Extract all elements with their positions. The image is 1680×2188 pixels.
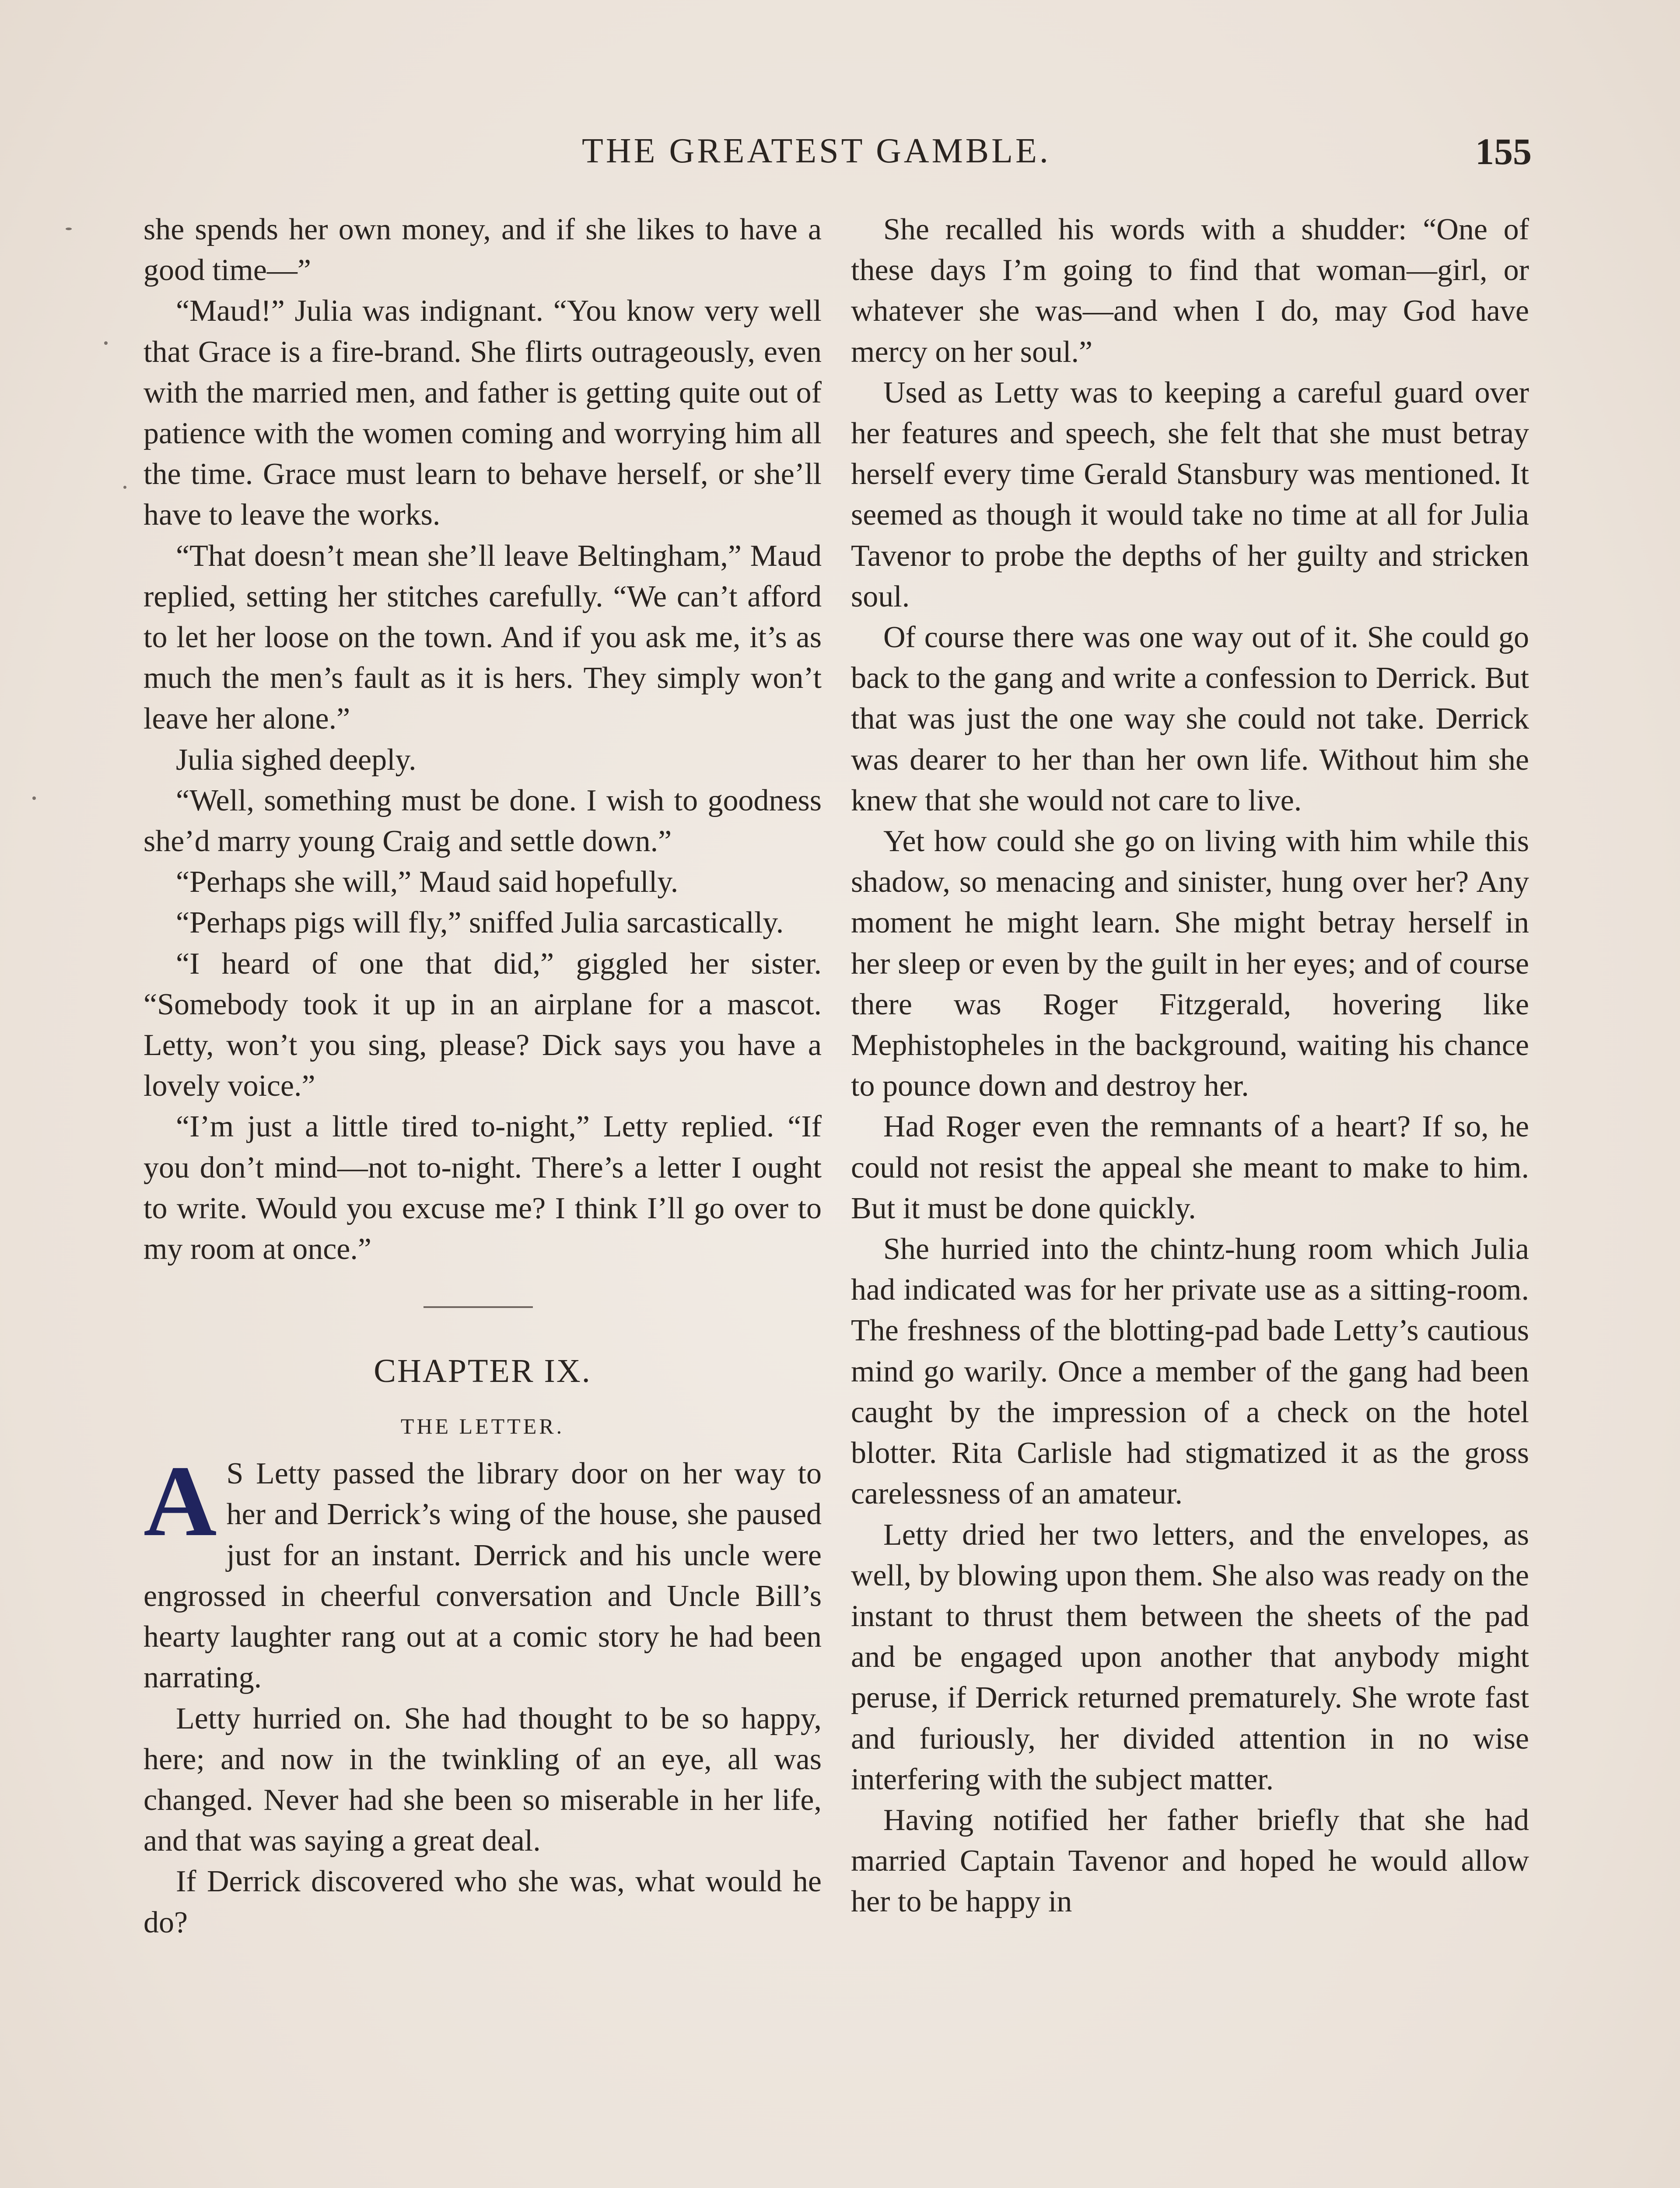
- running-head: THE GREATEST GAMBLE.: [582, 132, 1051, 170]
- paragraph: Of course there was one way out of it. She could go back to the gang and write a confession to Derrick. But that was just the one way she could not take. Derrick was dearer to her than her own life. Without him she knew that she would not care to live.: [851, 621, 1529, 817]
- paragraph: Julia sighed deeply.: [176, 743, 416, 777]
- print-speck: [104, 341, 108, 345]
- paragraph: Having notified her father briefly that she had married Captain Tavenor and hoped he would allow her to be happy in: [851, 1803, 1529, 1919]
- paragraph: “Maud!” Julia was indignant. “You know very well that Grace is a fire-brand. She flirts outrageously, even with the married men, and father is getting quite out of patience with the women coming and worrying him all the time. Grace must learn to behave herself, or she’ll have to leave the works.: [144, 294, 822, 532]
- paragraph: Had Roger even the remnants of a heart? If so, he could not resist the appeal she meant to make to him. But it must be done quickly.: [851, 1110, 1529, 1225]
- paragraph: She hurried into the chintz-hung room which Julia had indicated was for her private use as a sitting-room. The freshness of the blotting-pad bade Letty’s cautious mind go warily. Once a member of the gang had been caught by the impression of a check on the hotel blotter. Rita Carlisle had stigmatized it as the gross carelessness of an amateur.: [851, 1232, 1529, 1511]
- drop-cap-text: S Letty passed the library door on her way to her and Derrick’s wing of the house, she paused just for an instant. Derrick and his uncle were engrossed in cheerful conversation and Uncle Bill’s hearty laughter rang out at a comic story he had been narrating.: [144, 1457, 822, 1695]
- paragraph: She recalled his words with a shudder: “One of these days I’m going to find that woman—girl, or whatever she was—and when I do, may God have mercy on her soul.”: [851, 213, 1529, 369]
- paragraph: “Perhaps she will,” Maud said hopefully.: [176, 865, 679, 899]
- paragraph: “Well, something must be done. I wish to goodness she’d marry young Craig and settle down.”: [144, 783, 822, 859]
- paragraph: Used as Letty was to keeping a careful guard over her features and speech, she felt that she must betray herself every time Gerald Stansbury was mentioned. It seemed as though it would take no time at all for Julia Tavenor to probe the depths of her guilty and stricken soul.: [851, 375, 1529, 614]
- paragraph: “That doesn’t mean she’ll leave Beltingham,” Maud replied, setting her stitches carefully. “We can’t afford to let her loose on the town. And if you ask me, it’s as much the men’s fault as it is hers. They simply won’t leave her alone.”: [144, 539, 822, 736]
- chapter-subtitle: THE LETTER.: [400, 1414, 565, 1439]
- print-speck: [32, 796, 36, 800]
- paragraph: If Derrick discovered who she was, what would he do?: [144, 1865, 822, 1939]
- left-column: [144, 209, 822, 1943]
- page-number: 155: [1475, 130, 1532, 172]
- section-divider: [424, 1306, 533, 1308]
- paragraph: “I heard of one that did,” giggled her sister. “Somebody took it up in an airplane for a mascot. Letty, won’t you sing, please? Dick says you have a lovely voice.”: [144, 947, 822, 1103]
- drop-cap: A: [144, 1445, 217, 1558]
- chapter-opening-paragraph: [144, 1445, 822, 1698]
- print-speck: [123, 486, 126, 489]
- paragraph: “Perhaps pigs will fly,” sniffed Julia sarcastically.: [176, 906, 784, 940]
- paragraph: “I’m just a little tired to-night,” Letty replied. “If you don’t mind—not to-night. There’s a letter I ought to write. Would you excuse me? I think I’ll go over to my room at once.”: [144, 1110, 822, 1266]
- paragraph: she spends her own money, and if she likes to have a good time—”: [144, 213, 822, 288]
- right-column: [851, 209, 1529, 1922]
- paragraph: Letty dried her two letters, and the envelopes, as well, by blowing upon them. She also was ready on the instant to thrust them between the sheets of the pad and be engaged upon another that anybody might peruse, if Derrick returned prematurely. She wrote fast and furiously, her divided attention in no wise interfering with the subject matter.: [851, 1518, 1529, 1796]
- print-speck: [66, 228, 72, 230]
- paragraph: Letty hurried on. She had thought to be so happy, here; and now in the twinkling of an eye, all was changed. Never had she been so miserable in her life, and that was saying a great deal.: [144, 1701, 822, 1858]
- paragraph: Yet how could she go on living with him while this shadow, so menacing and sinister, hung over her? Any moment he might learn. She might betray herself in her sleep or even by the guilt in her eyes; and of course there was Roger Fitzgerald, hovering like Mephistopheles in the background, waiting his chance to pounce down and destroy her.: [851, 824, 1529, 1103]
- chapter-title: CHAPTER IX.: [374, 1353, 592, 1390]
